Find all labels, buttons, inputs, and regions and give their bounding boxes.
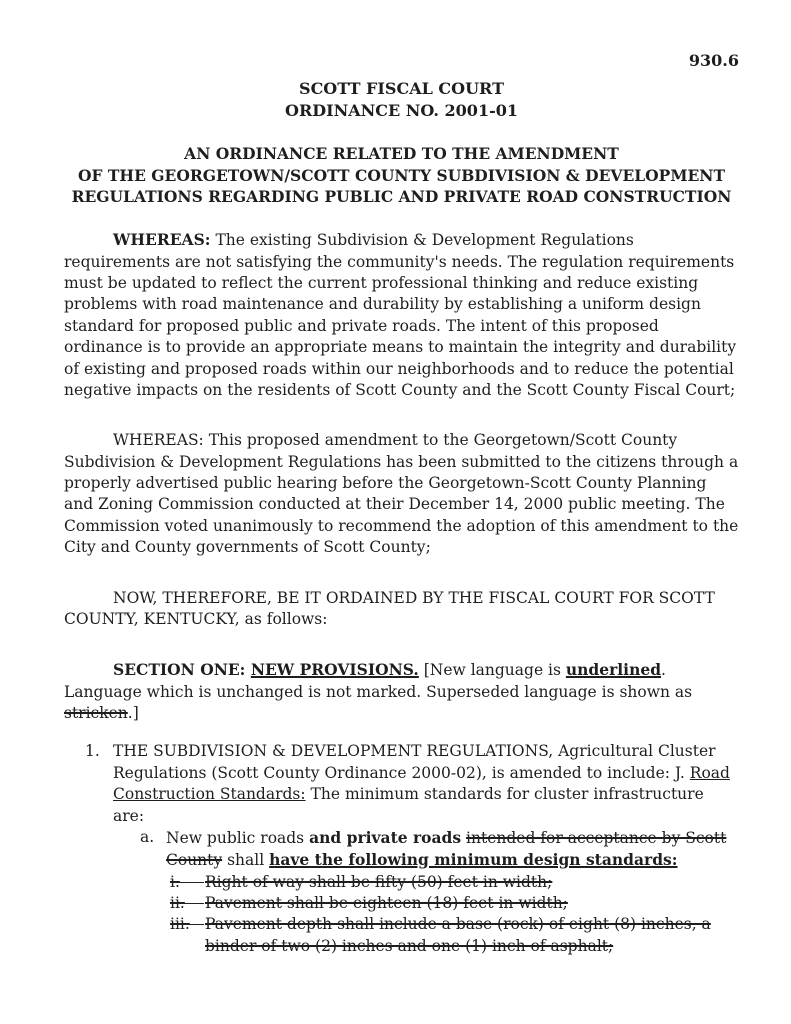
text-run: NOW, THEREFORE, BE IT ORDAINED BY THE FISCAL COURT FOR SCOTT COUNTY, KENTUCKY, as follows: [64,588,715,628]
text-run: Pavement depth shall include a base (rock) of eight (8) inches, a binder of two (2) inches and one (1) inch of asphalt; [205,915,711,955]
list-item-a [64,827,739,872]
text-run: WHEREAS: [113,230,211,250]
heading-line-2: OF THE GEORGETOWN/SCOTT COUNTY SUBDIVISION & DEVELOPMENT [77,165,726,185]
document-title [64,78,739,122]
list-item-roman-iii-marker: iii. [170,914,205,935]
text-run: NEW PROVISIONS. [250,660,419,680]
paragraph-whereas-2 [64,430,739,558]
text-run: Road Construction Standards: [113,763,730,804]
list-item-roman-iii-text [205,915,711,954]
list-item-roman-i [64,872,739,893]
text-run: WHEREAS: This proposed amendment to the Georgetown/Scott County Subdivision & Development Regulations has been submitted to the citizens through a properly advertised public hearing before the Georgetown-Scott County Planning and Zoning Commission conducted at their December 14, 2000 public meeting. The Commission voted unanimously to recommend the adoption of this amendment to the City and County governments of Scott County; [64,431,739,557]
text-run: [New language is [418,661,566,680]
list-item-roman-iii [64,914,739,957]
list-item-a-marker: a. [140,827,155,846]
list-item-roman-i-marker: i. [170,872,205,893]
amendment-list [64,741,739,957]
text-run: stricken [64,704,128,723]
text-run: The existing Subdivision & Development Regulations requirements are not satisfying the community's needs. The regulation requirements must be updated to reflect the current professional thinking and reduce existing problems with road maintenance and durability by establishing a uniform design standard for proposed public and private roads. The intent of this proposed ordinance is to provide an appropriate means to maintain the integrity and durability of existing and proposed roads within our neighborhoods and to reduce the potential negative impacts on the residents of Scott County and the Scott County Fiscal Court; [64,231,737,399]
text-run: Right of way shall be fifty (50) feet in width; [205,872,553,891]
paragraph-ordained [64,588,739,631]
text-run: Pavement shall be eighteen (18) feet in width; [205,894,568,913]
title-line-court: SCOTT FISCAL COURT [299,79,504,99]
ordinance-heading [64,143,739,207]
text-run: THE SUBDIVISION & DEVELOPMENT REGULATIONS, Agricultural Cluster Regulations (Scott County Ordinance 2000-02), is amended to include: J. [113,742,716,782]
text-run: and private roads [309,827,462,847]
list-item-roman-ii [64,893,739,914]
page-number: 930.6 [688,51,739,70]
text-run: have the following minimum design standards: [269,850,678,870]
text-run: . Language which is unchanged is not marked. Superseded language is shown as [64,661,693,701]
list-item-roman-ii-marker: ii. [170,893,205,914]
list-item-roman-ii-text [205,894,568,912]
text-run: .] [127,704,139,723]
list-item-roman-i-text [205,873,552,891]
list-item-1-text [113,742,730,824]
title-line-ordinance-no: ORDINANCE NO. 2001-01 [285,101,518,121]
text-run: The minimum standards for cluster infrastructure are: [113,785,704,825]
paragraph-whereas-1 [64,229,739,401]
text-run: shall [222,851,270,870]
list-item-1-marker: 1. [85,742,100,761]
list-item-a-text [166,829,726,869]
text-run: intended for acceptance by Scott County [166,828,727,870]
text-run: New public roads [166,828,310,847]
list-item-1 [64,741,739,827]
text-run: SECTION ONE: [113,660,251,680]
heading-line-1: AN ORDINANCE RELATED TO THE AMENDMENT [184,144,619,164]
heading-line-3: REGULATIONS REGARDING PUBLIC AND PRIVATE ROAD CONSTRUCTION [71,186,732,206]
text-run: underlined [565,660,662,680]
paragraph-section-one [64,659,739,724]
